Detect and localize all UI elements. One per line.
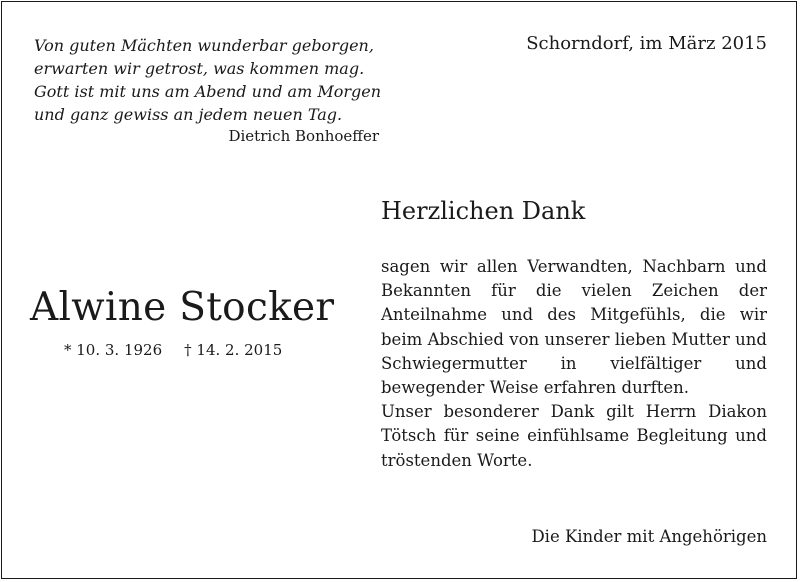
verse-line-2: erwarten wir getrost, was kommen mag.	[34, 59, 365, 78]
thanks-paragraph-2: Unser besonderer Dank gilt Herrn Diakon Tötsch für seine einfühlsame Begleitung und tröstenden Worte.	[381, 402, 767, 470]
life-dates	[64, 340, 282, 360]
thanks-text	[381, 255, 767, 473]
verse-author: Dietrich Bonhoeffer	[228, 127, 379, 145]
thanks-heading: Herzlichen Dank	[381, 197, 586, 225]
death-date: † 14. 2. 2015	[184, 341, 283, 359]
verse-line-4: und ganz gewiss an jedem neuen Tag.	[34, 105, 343, 124]
verse-line-1: Von guten Mächten wunderbar geborgen,	[34, 36, 374, 55]
verse-line-3: Gott ist mit uns am Abend und am Morgen	[34, 82, 382, 101]
verse-quote	[34, 34, 384, 126]
place-date: Schorndorf, im März 2015	[526, 33, 767, 54]
thanks-paragraph-1: sagen wir allen Verwandten, Nachbarn und Bekannten für die vielen Zeichen der Anteilnahme und des Mitgefühls, die wir beim Abschied von unserer lieben Mutter und Schwiegermutter in vielfältiger und bewegender Weise erfahren durften.	[381, 257, 767, 398]
deceased-name: Alwine Stocker	[30, 285, 335, 330]
birth-date: * 10. 3. 1926	[64, 341, 163, 359]
signature: Die Kinder mit Angehörigen	[531, 527, 767, 546]
